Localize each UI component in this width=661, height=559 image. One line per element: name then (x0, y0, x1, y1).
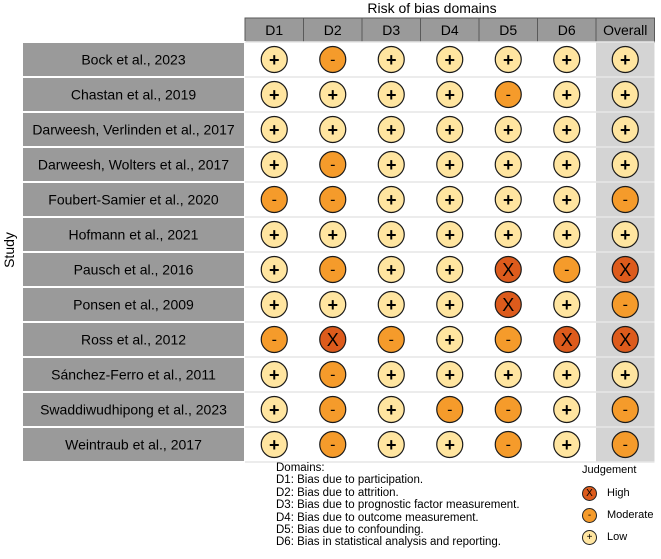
judgement-low-symbol: + (268, 50, 280, 70)
judgement-low-symbol: + (327, 120, 339, 140)
judgement-low-symbol: + (444, 260, 456, 280)
judgement-low-symbol: + (502, 225, 514, 245)
legend-moderate-label: Moderate (607, 509, 654, 521)
judgement-low-symbol: + (268, 365, 280, 385)
judgement-low-symbol: + (385, 50, 397, 70)
column-header-label-d5: D5 (499, 22, 518, 38)
judgement-low-symbol: + (327, 295, 339, 315)
study-label: Weintraub et al., 2017 (65, 436, 202, 453)
judgement-moderate-symbol: - (330, 51, 336, 69)
judgement-low-symbol: + (268, 435, 280, 455)
judgement-low-symbol: + (444, 120, 456, 140)
judgement-low-symbol: + (268, 85, 280, 105)
judgement-moderate-symbol: - (622, 191, 628, 209)
domains-title: Domains: (276, 462, 325, 474)
judgement-low-symbol: + (502, 120, 514, 140)
judgement-high-symbol: X (502, 295, 515, 315)
judgement-low-symbol: + (444, 155, 456, 175)
judgement-moderate-symbol: - (330, 401, 336, 419)
judgement-low-symbol: + (268, 225, 280, 245)
legend-low-icon: + (582, 530, 597, 545)
judgement-moderate-symbol: - (330, 156, 336, 174)
judgement-moderate-symbol: - (505, 401, 511, 419)
study-label: Pausch et al., 2016 (73, 261, 194, 278)
judgement-low-symbol: + (619, 155, 631, 175)
column-header-label-d4: D4 (440, 22, 459, 38)
judgement-low-symbol: + (268, 295, 280, 315)
judgement-low-symbol: + (385, 435, 397, 455)
study-label: Hofmann et al., 2021 (68, 226, 199, 243)
judgement-low-symbol: + (561, 400, 573, 420)
domain-d6: D6: Bias in statistical analysis and reporting. (276, 536, 501, 549)
domain-d2: D2: Bias due to attrition. (276, 486, 399, 499)
study-label: Foubert-Samier et al., 2020 (48, 191, 219, 208)
judgement-low-symbol: + (444, 365, 456, 385)
judgement-low-symbol: + (619, 120, 631, 140)
judgement-moderate-symbol: - (330, 436, 336, 454)
judgement-low-symbol: + (561, 190, 573, 210)
study-label: Ross et al., 2012 (80, 331, 187, 348)
judgement-legend-title: Judgement (582, 464, 637, 476)
study-label: Ponsen et al., 2009 (73, 296, 194, 313)
judgement-low-symbol: + (444, 225, 456, 245)
judgement-low-symbol: + (444, 85, 456, 105)
judgement-low-symbol: + (502, 190, 514, 210)
judgement-low-symbol: + (561, 155, 573, 175)
column-header-label-d6: D6 (557, 22, 576, 38)
legend-low-label: Low (607, 531, 628, 543)
judgement-low-symbol: + (327, 85, 339, 105)
judgement-moderate-symbol: - (271, 191, 277, 209)
judgement-legend (582, 464, 653, 548)
judgement-low-symbol: + (619, 365, 631, 385)
judgement-low-symbol: + (444, 190, 456, 210)
judgement-low-symbol: + (561, 365, 573, 385)
judgement-moderate-symbol: - (505, 86, 511, 104)
study-label: Darweesh, Wolters et al., 2017 (37, 156, 230, 173)
y-axis-label: Study (1, 232, 17, 268)
judgement-moderate-symbol: - (271, 331, 277, 349)
judgement-low-symbol: + (385, 365, 397, 385)
legend-moderate-icon: - (582, 508, 597, 523)
judgement-low-symbol: + (619, 50, 631, 70)
judgement-moderate-symbol: - (622, 401, 628, 419)
judgement-moderate-symbol: - (388, 331, 394, 349)
domains-legend (276, 462, 520, 549)
judgement-moderate-symbol: - (505, 331, 511, 349)
judgement-low-symbol: + (268, 400, 280, 420)
judgement-low-symbol: + (561, 295, 573, 315)
judgement-high-symbol: X (326, 330, 339, 350)
judgement-low-symbol: + (385, 400, 397, 420)
legend-high-icon: X (582, 486, 597, 501)
judgement-moderate-symbol: - (622, 296, 628, 314)
column-header-label-d1: D1 (265, 22, 284, 38)
judgement-low-symbol: + (327, 225, 339, 245)
column-header-label-d2: D2 (323, 22, 342, 38)
study-label: Bock et al., 2023 (81, 51, 186, 68)
chart-title: Risk of bias domains (367, 0, 497, 16)
judgement-low-symbol: + (619, 85, 631, 105)
judgement-low-symbol: + (385, 190, 397, 210)
judgement-high-symbol: X (560, 330, 573, 350)
judgement-high-symbol: X (502, 260, 515, 280)
judgement-moderate-symbol: - (330, 191, 336, 209)
judgement-low-symbol: + (561, 85, 573, 105)
judgement-moderate-symbol: - (330, 366, 336, 384)
legend-high-label: High (607, 487, 630, 499)
study-label: Chastan et al., 2019 (70, 86, 197, 103)
legend-item-moderate (582, 504, 653, 526)
judgement-low-symbol: + (561, 120, 573, 140)
judgement-low-symbol: + (502, 50, 514, 70)
judgement-high-symbol: X (619, 260, 632, 280)
judgement-low-symbol: + (444, 330, 456, 350)
judgement-low-symbol: + (619, 225, 631, 245)
judgement-moderate-symbol: - (564, 261, 570, 279)
judgement-low-symbol: + (561, 50, 573, 70)
judgement-low-symbol: + (385, 260, 397, 280)
judgement-moderate-symbol: - (622, 436, 628, 454)
study-label: Darweesh, Verlinden et al., 2017 (32, 121, 235, 138)
judgement-low-symbol: + (385, 120, 397, 140)
judgement-low-symbol: + (268, 155, 280, 175)
domain-d4: D4: Bias due to outcome measurement. (276, 511, 479, 524)
judgement-low-symbol: + (561, 435, 573, 455)
column-header-label-d3: D3 (382, 22, 401, 38)
judgement-low-symbol: + (385, 295, 397, 315)
judgement-low-symbol: + (444, 50, 456, 70)
judgement-high-symbol: X (619, 330, 632, 350)
judgement-low-symbol: + (385, 155, 397, 175)
judgement-moderate-symbol: - (330, 261, 336, 279)
domain-d5: D5: Bias due to confounding. (276, 524, 424, 537)
legend-item-high (582, 482, 653, 504)
judgement-low-symbol: + (268, 120, 280, 140)
judgement-low-symbol: + (444, 435, 456, 455)
domain-d3: D3: Bias due to prognostic factor measurement. (276, 499, 520, 512)
judgement-low-symbol: + (502, 155, 514, 175)
column-header-label-overall: Overall (603, 22, 648, 38)
judgement-moderate-symbol: - (447, 401, 453, 419)
judgement-low-symbol: + (385, 225, 397, 245)
domain-d1: D1: Bias due to participation. (276, 474, 424, 487)
judgement-low-symbol: + (385, 85, 397, 105)
judgement-moderate-symbol: - (505, 436, 511, 454)
study-label: Sánchez-Ferro et al., 2011 (51, 366, 216, 383)
judgement-low-symbol: + (502, 365, 514, 385)
judgement-low-symbol: + (268, 260, 280, 280)
judgement-low-symbol: + (561, 225, 573, 245)
legend-item-low (582, 526, 653, 548)
study-label: Swaddiwudhipong et al., 2023 (40, 401, 227, 418)
judgement-low-symbol: + (444, 295, 456, 315)
